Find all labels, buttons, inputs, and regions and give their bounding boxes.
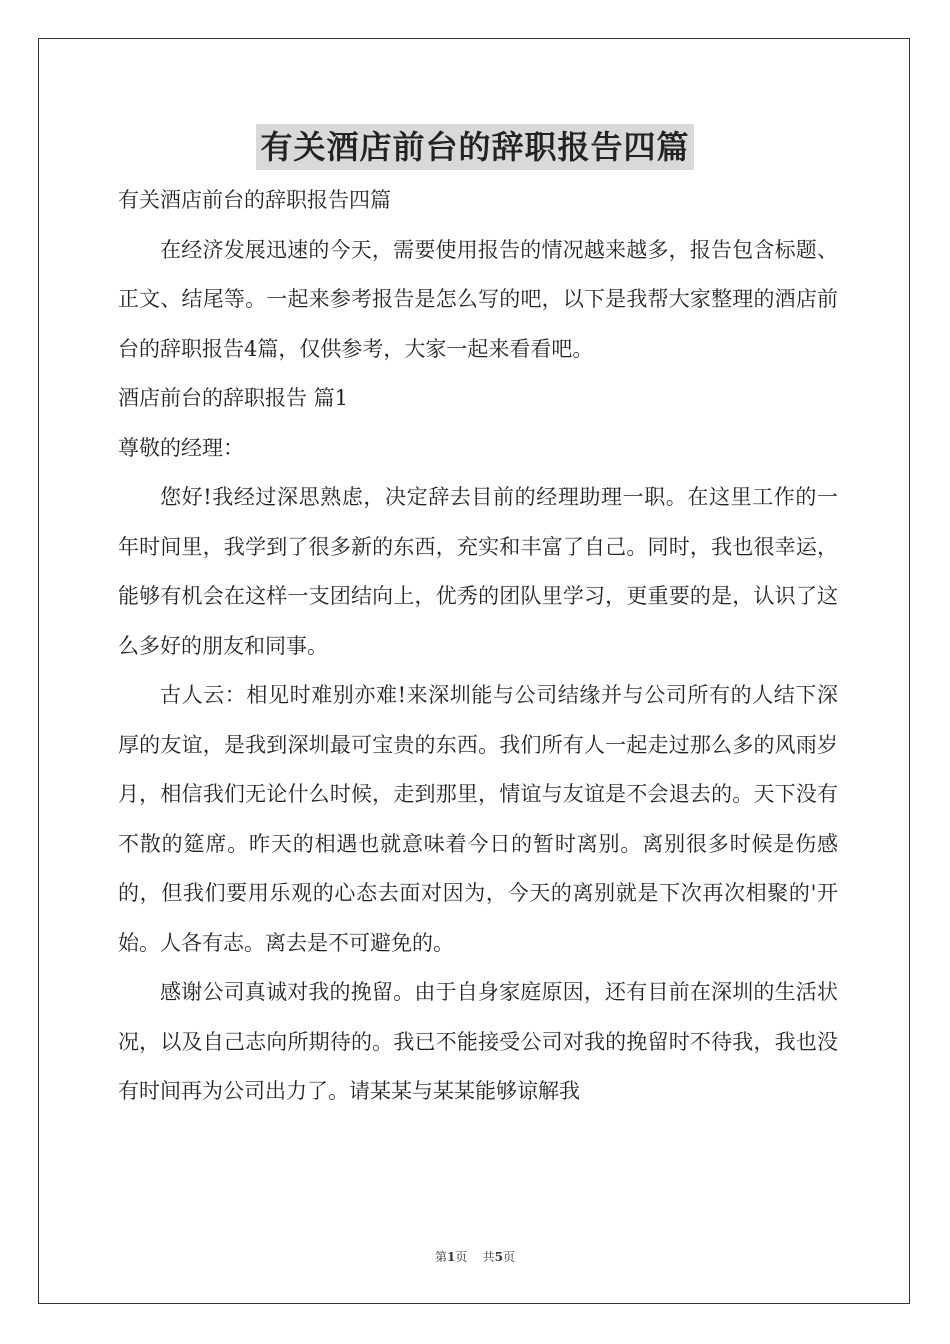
body-paragraph-3: 感谢公司真诚对我的挽留。由于自身家庭原因，还有目前在深圳的生活状况，以及自己志向所期待的。我已不能接受公司对我的挽留时不待我，我也没有时间再为公司出力了。请某某与某某能够谅解我 — [118, 980, 838, 1103]
document-body — [118, 176, 838, 1117]
document-subtitle: 有关酒店前台的辞职报告四篇 — [118, 188, 391, 212]
footer-suffix: 页 — [502, 1250, 515, 1264]
footer-page-number: 1 — [447, 1250, 456, 1264]
salutation: 尊敬的经理： — [118, 435, 244, 460]
footer-mid: 页 共 — [455, 1250, 495, 1264]
body-paragraph-2: 古人云：相见时难别亦难!来深圳能与公司结缘并与公司所有的人结下深厚的友谊，是我到深圳最可宝贵的东西。我们所有人一起走过那么多的风雨岁月，相信我们无论什么时候，走到那里，情谊与友谊是不会退去的。天下没有不散的筵席。昨天的相遇也就意味着今日的暂时离别。离别很多时候是伤感的，但我们要用乐观的心态去面对因为，今天的离别就是下次再次相聚的'开始。人各有志。离去是不可避免的。 — [118, 683, 838, 955]
document-title: 有关酒店前台的辞职报告四篇 — [256, 124, 693, 170]
footer-prefix: 第 — [434, 1250, 447, 1264]
intro-paragraph: 在经济发展迅速的今天，需要使用报告的情况越来越多，报告包含标题、正文、结尾等。一起来参考报告是怎么写的吧，以下是我帮大家整理的酒店前台的辞职报告4篇，仅供参考，大家一起来看看吧。 — [118, 237, 838, 361]
footer-page-total: 5 — [494, 1250, 503, 1264]
section-heading: 酒店前台的辞职报告 篇1 — [118, 386, 349, 410]
title-container — [0, 124, 950, 170]
page-footer — [0, 1248, 950, 1265]
body-paragraph-1: 您好!我经过深思熟虑，决定辞去目前的经理助理一职。在这里工作的一年时间里，我学到了很多新的东西，充实和丰富了自己。同时，我也很幸运，能够有机会在这样一支团结向上，优秀的团队里学习，更重要的是，认识了这么多好的朋友和同事。 — [118, 485, 838, 658]
